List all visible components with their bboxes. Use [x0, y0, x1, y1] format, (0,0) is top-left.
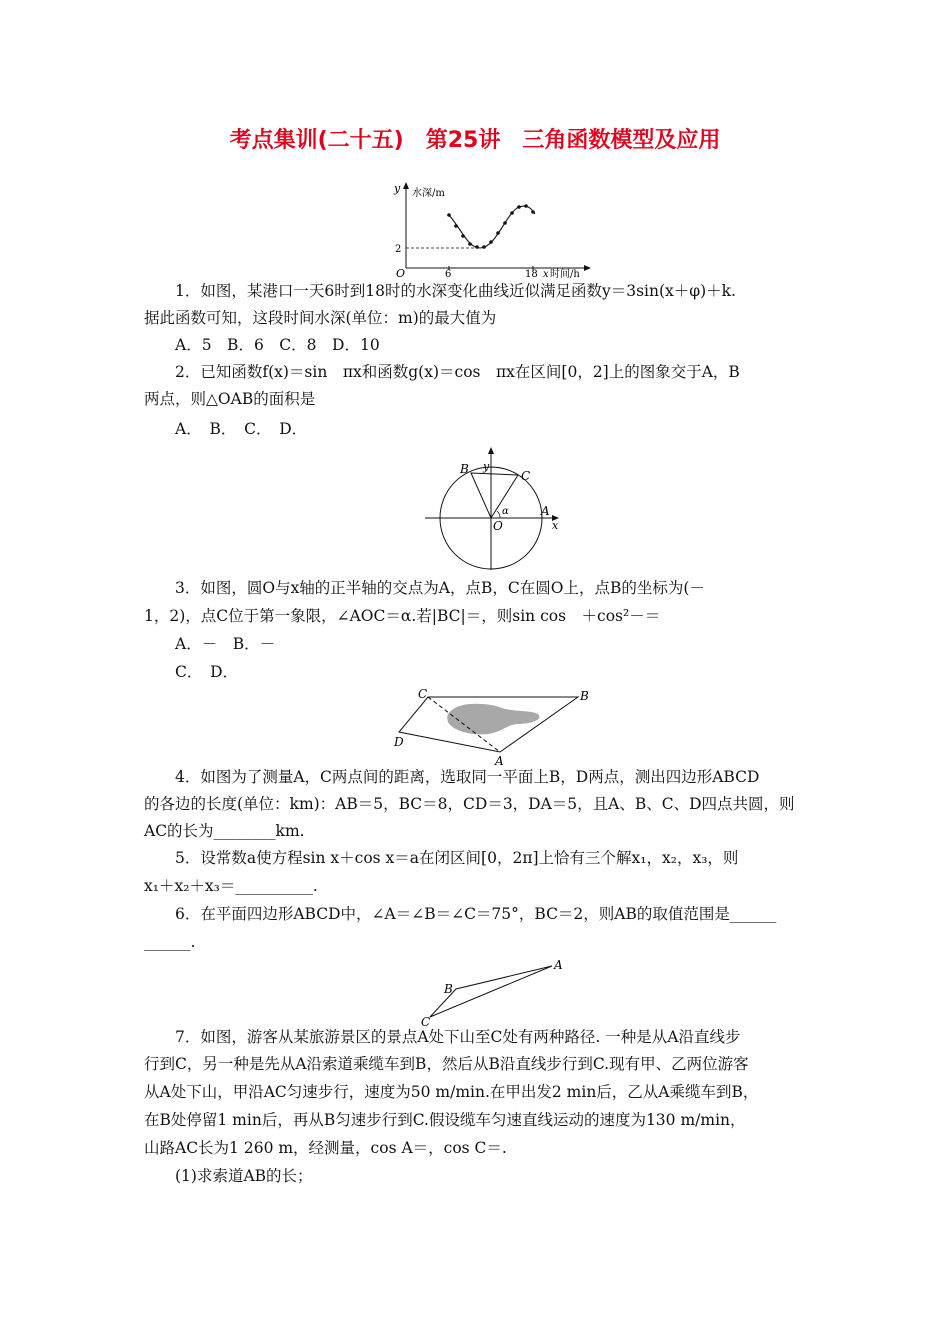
vertex-A: A [554, 958, 563, 972]
water-depth-graph [392, 178, 597, 278]
q5-line2: x₁＋x₂＋x₃＝__________. [144, 877, 318, 895]
q7-sub1: (1)求索道AB的长； [175, 1167, 313, 1185]
alpha-label: α [502, 506, 509, 517]
q7-line1: 7．如图，游客从某旅游景区的景点A处下山至C处有两种路径. 一种是从A沿直线步 [175, 1028, 741, 1046]
point-A: A [541, 504, 550, 518]
q1-options: A．5 B．6 C．8 D．10 [175, 336, 380, 354]
page-title: 考点集训(二十五) 第25讲 三角函数模型及应用 [229, 128, 721, 153]
q7-line3: 从A处下山，甲沿AC匀速步行，速度为50 m/min.在甲出发2 min后，乙从A乘缆车到B， [144, 1083, 759, 1101]
origin-label: O [396, 267, 406, 280]
q1-line1: 1．如图，某港口一天6时到18时的水深变化曲线近似满足函数y＝3sin(x＋φ)＋k. [175, 282, 736, 300]
tick-2: 2 [395, 244, 402, 255]
q6-line1: 6．在平面四边形ABCD中，∠A＝∠B＝∠C＝75°，BC＝2，则AB的取值范围是______ [175, 905, 777, 923]
q7-line2: 行到C，另一种是先从A沿索道乘缆车到B，然后从B沿直线步行到C.现有甲、乙两位游客 [144, 1055, 749, 1073]
q1-line2: 据此函数可知，这段时间水深(单位：m)的最大值为 [144, 309, 497, 327]
vertex-B: B [444, 982, 453, 996]
q3-line2: 1，2)，点C位于第一象限，∠AOC＝α.若|BC|＝，则sin cos ＋cos²－＝ [144, 607, 661, 625]
q4-line2: 的各边的长度(单位：km)：AB＝5，BC＝8，CD＝3，DA＝5，且A、B、C、D四点共圆，则 [144, 795, 795, 813]
point-C: C [521, 469, 531, 483]
point-B: B [460, 462, 469, 476]
q4-line3: AC的长为________km. [144, 822, 305, 840]
y-axis-label: y [394, 182, 401, 195]
q6-line2: ______. [144, 933, 196, 951]
q2-line2: 两点，则△OAB的面积是 [144, 390, 316, 408]
vertex-C: C [421, 1015, 431, 1029]
y-label: y [483, 460, 490, 473]
q4-line1: 4．如图为了测量A，C两点间的距离，选取同一平面上B，D两点，测出四边形ABCD [175, 768, 760, 786]
q2-line1: 2．已知函数f(x)＝sin πx和函数g(x)＝cos πx在区间[0，2]上的图象交于A，B [175, 363, 740, 381]
vertex-A: A [495, 754, 504, 768]
point-O: O [493, 519, 503, 533]
q5-line1: 5．设常数a使方程sin x＋cos x＝a在闭区间[0，2π]上恰有三个解x₁，x₂，x₃，则 [175, 849, 739, 867]
tick-6: 6 [445, 269, 452, 280]
triangle-diagram [418, 955, 568, 1030]
vertex-C: C [418, 687, 428, 701]
q7-line4: 在B处停留1 min后，再从B匀速步行到C.假设缆车匀速直线运动的速度为130 m/min， [144, 1111, 746, 1129]
circle-diagram [420, 442, 565, 572]
quadrilateral-diagram [390, 686, 600, 768]
q7-line5: 山路AC长为1 260 m，经测量，cos A＝，cos C＝. [144, 1139, 507, 1157]
depth-label: 水深/m [412, 188, 445, 199]
q3-line1: 3．如图，圆O与x轴的正半轴的交点为A，点B，C在圆O上，点B的坐标为(－ [175, 579, 705, 597]
vertex-B: B [580, 689, 589, 703]
time-label: 时间/h [550, 269, 580, 280]
x-label: x [552, 519, 559, 532]
q3-options2: C． D． [175, 663, 239, 681]
q2-options: A． B． C． D． [175, 420, 308, 438]
x-axis-label: x [543, 269, 549, 280]
vertex-D: D [394, 735, 404, 749]
q3-options1: A．－ B．－ [175, 635, 276, 653]
tick-18: 18 [525, 269, 538, 280]
